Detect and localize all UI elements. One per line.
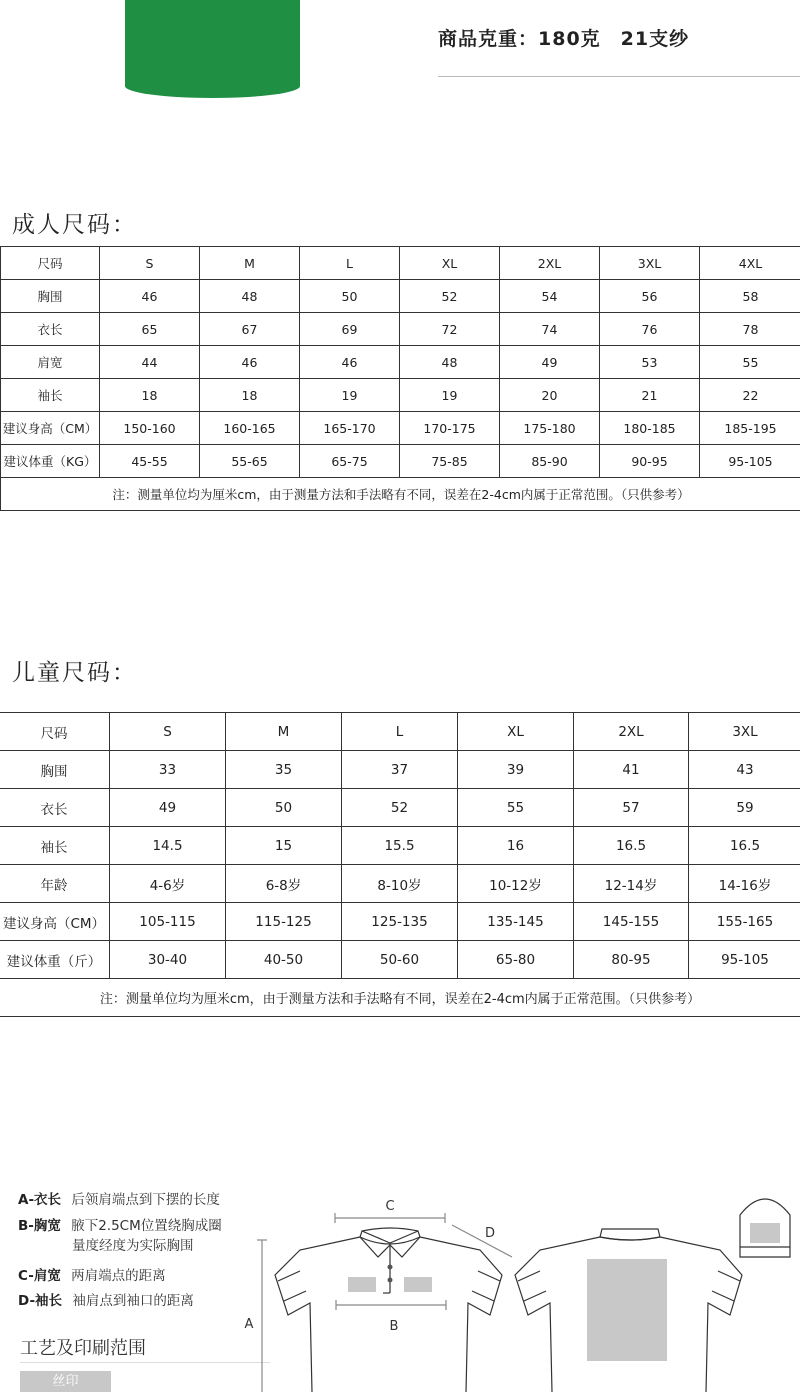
table-cell: 53	[600, 346, 700, 379]
table-cell: 52	[342, 789, 458, 827]
table-cell: 18	[200, 379, 300, 412]
legend-c-text: 两肩端点的距离	[71, 1268, 166, 1284]
table-cell: 19	[400, 379, 500, 412]
table-cell: 46	[300, 346, 400, 379]
table-row	[1, 313, 800, 346]
label-a: A	[244, 1317, 254, 1332]
kid-size-table	[0, 712, 800, 1017]
table-row	[0, 903, 800, 941]
row-label-cell: 尺码	[0, 713, 110, 751]
table-cell: 160-165	[200, 412, 300, 445]
table-cell: 44	[100, 346, 200, 379]
table-cell: 46	[200, 346, 300, 379]
table-cell: 19	[300, 379, 400, 412]
table-cell: 49	[500, 346, 600, 379]
table-cell: 35	[226, 751, 342, 789]
table-cell: 8-10岁	[342, 865, 458, 903]
legend-a-key: A-衣长	[18, 1192, 62, 1208]
table-cell: 4XL	[700, 247, 800, 280]
table-cell: 39	[458, 751, 574, 789]
table-cell: 95-105	[700, 445, 800, 478]
table-note-row	[0, 979, 800, 1017]
table-cell: 4-6岁	[110, 865, 226, 903]
table-cell: 12-14岁	[574, 865, 689, 903]
table-cell: 41	[574, 751, 689, 789]
measurement-note: 注：测量单位均为厘米cm，由于测量方法和手法略有不同，误差在2-4cm内属于正常范围。（只供参考）	[1, 478, 800, 511]
row-label-cell: 建议身高（CM）	[0, 903, 110, 941]
table-row	[1, 346, 800, 379]
table-cell: 2XL	[500, 247, 600, 280]
table-row	[0, 789, 800, 827]
table-cell: 105-115	[110, 903, 226, 941]
table-cell: 10-12岁	[458, 865, 574, 903]
row-label-cell: 胸围	[0, 751, 110, 789]
table-cell: 52	[400, 280, 500, 313]
table-cell: 16	[458, 827, 574, 865]
row-label-cell: 建议身高（CM）	[1, 412, 100, 445]
table-cell: M	[200, 247, 300, 280]
legend-b	[18, 1214, 222, 1234]
table-cell: 20	[500, 379, 600, 412]
table-cell: 48	[400, 346, 500, 379]
divider	[20, 1362, 270, 1363]
table-cell: XL	[458, 713, 574, 751]
legend-c	[18, 1264, 166, 1284]
table-cell: 30-40	[110, 941, 226, 979]
table-cell: 55-65	[200, 445, 300, 478]
table-cell: 180-185	[600, 412, 700, 445]
table-cell: 145-155	[574, 903, 689, 941]
row-label-cell: 建议体重（KG）	[1, 445, 100, 478]
table-cell: S	[110, 713, 226, 751]
measurement-note: 注：测量单位均为厘米cm，由于测量方法和手法略有不同，误差在2-4cm内属于正常范围。（只供参考）	[0, 979, 800, 1017]
table-cell: 37	[342, 751, 458, 789]
table-cell: 3XL	[600, 247, 700, 280]
table-cell: 49	[110, 789, 226, 827]
legend-a	[18, 1188, 220, 1208]
legend-a-text: 后领肩端点到下摆的长度	[71, 1192, 220, 1208]
table-cell: 57	[574, 789, 689, 827]
table-row	[1, 280, 800, 313]
table-row	[1, 412, 800, 445]
table-cell: 54	[500, 280, 600, 313]
legend-b-text: 腋下2.5CM位置绕胸成圈	[71, 1218, 222, 1234]
table-cell: 170-175	[400, 412, 500, 445]
table-cell: 15.5	[342, 827, 458, 865]
table-cell: 3XL	[689, 713, 800, 751]
table-cell: 15	[226, 827, 342, 865]
table-cell: 22	[700, 379, 800, 412]
table-header-row	[0, 713, 800, 751]
table-cell: 21	[600, 379, 700, 412]
table-cell: 16.5	[574, 827, 689, 865]
label-d: D	[484, 1226, 496, 1241]
label-c: C	[385, 1199, 395, 1214]
table-cell: 46	[100, 280, 200, 313]
row-label-cell: 胸围	[1, 280, 100, 313]
legend-d	[18, 1289, 194, 1309]
row-label-cell: 衣长	[1, 313, 100, 346]
table-cell: L	[300, 247, 400, 280]
craft-title: 工艺及印刷范围	[20, 1338, 146, 1359]
row-label-cell: 袖长	[1, 379, 100, 412]
row-label-cell: 肩宽	[1, 346, 100, 379]
table-row	[1, 379, 800, 412]
legend-d-text: 袖肩点到袖口的距离	[72, 1293, 194, 1309]
product-weight: 商品克重：180克 21支纱	[438, 28, 690, 50]
table-cell: 175-180	[500, 412, 600, 445]
table-cell: M	[226, 713, 342, 751]
shirt-measurement-diagram	[240, 1185, 800, 1392]
table-cell: 2XL	[574, 713, 689, 751]
table-cell: 58	[700, 280, 800, 313]
table-cell: 65-80	[458, 941, 574, 979]
table-cell: 90-95	[600, 445, 700, 478]
table-cell: 50-60	[342, 941, 458, 979]
table-cell: 16.5	[689, 827, 800, 865]
legend-d-key: D-袖长	[18, 1293, 63, 1309]
table-row	[0, 865, 800, 903]
table-row	[0, 941, 800, 979]
table-cell: 125-135	[342, 903, 458, 941]
table-cell: 115-125	[226, 903, 342, 941]
row-label-cell: 袖长	[0, 827, 110, 865]
table-row	[0, 751, 800, 789]
adult-size-title: 成人尺码：	[12, 212, 137, 238]
legend-b-text-2: 量度经度为实际胸围	[72, 1238, 194, 1254]
row-label-cell: 建议体重（斤）	[0, 941, 110, 979]
row-label-cell: 年龄	[0, 865, 110, 903]
table-header-row	[1, 247, 800, 280]
table-cell: 155-165	[689, 903, 800, 941]
legend-c-key: C-肩宽	[18, 1268, 61, 1284]
table-cell: 75-85	[400, 445, 500, 478]
table-cell: 76	[600, 313, 700, 346]
table-cell: 78	[700, 313, 800, 346]
table-cell: 6-8岁	[226, 865, 342, 903]
table-cell: 135-145	[458, 903, 574, 941]
table-cell: XL	[400, 247, 500, 280]
silkscreen-tab[interactable]: 丝印	[20, 1371, 111, 1392]
kid-size-title: 儿童尺码：	[12, 660, 137, 686]
table-cell: 59	[689, 789, 800, 827]
table-cell: 65	[100, 313, 200, 346]
row-label-cell: 衣长	[0, 789, 110, 827]
table-cell: 72	[400, 313, 500, 346]
table-cell: 55	[700, 346, 800, 379]
table-cell: 14-16岁	[689, 865, 800, 903]
legend-b-key: B-胸宽	[18, 1218, 61, 1234]
table-cell: 69	[300, 313, 400, 346]
table-cell: 14.5	[110, 827, 226, 865]
row-label-cell: 尺码	[1, 247, 100, 280]
table-cell: 95-105	[689, 941, 800, 979]
table-note-row	[1, 478, 800, 511]
table-cell: 50	[300, 280, 400, 313]
table-row	[1, 445, 800, 478]
table-cell: 85-90	[500, 445, 600, 478]
adult-size-table	[0, 246, 800, 511]
table-cell: 67	[200, 313, 300, 346]
table-cell: 65-75	[300, 445, 400, 478]
table-cell: 150-160	[100, 412, 200, 445]
table-cell: 55	[458, 789, 574, 827]
table-cell: S	[100, 247, 200, 280]
table-cell: 18	[100, 379, 200, 412]
table-cell: 45-55	[100, 445, 200, 478]
table-cell: 43	[689, 751, 800, 789]
table-cell: 33	[110, 751, 226, 789]
table-cell: 56	[600, 280, 700, 313]
label-b: B	[389, 1319, 399, 1334]
table-cell: 40-50	[226, 941, 342, 979]
table-cell: 48	[200, 280, 300, 313]
table-cell: 74	[500, 313, 600, 346]
table-cell: 185-195	[700, 412, 800, 445]
product-image	[125, 0, 300, 98]
table-cell: 165-170	[300, 412, 400, 445]
table-cell: L	[342, 713, 458, 751]
table-cell: 50	[226, 789, 342, 827]
divider	[438, 76, 800, 77]
table-cell: 80-95	[574, 941, 689, 979]
table-row	[0, 827, 800, 865]
